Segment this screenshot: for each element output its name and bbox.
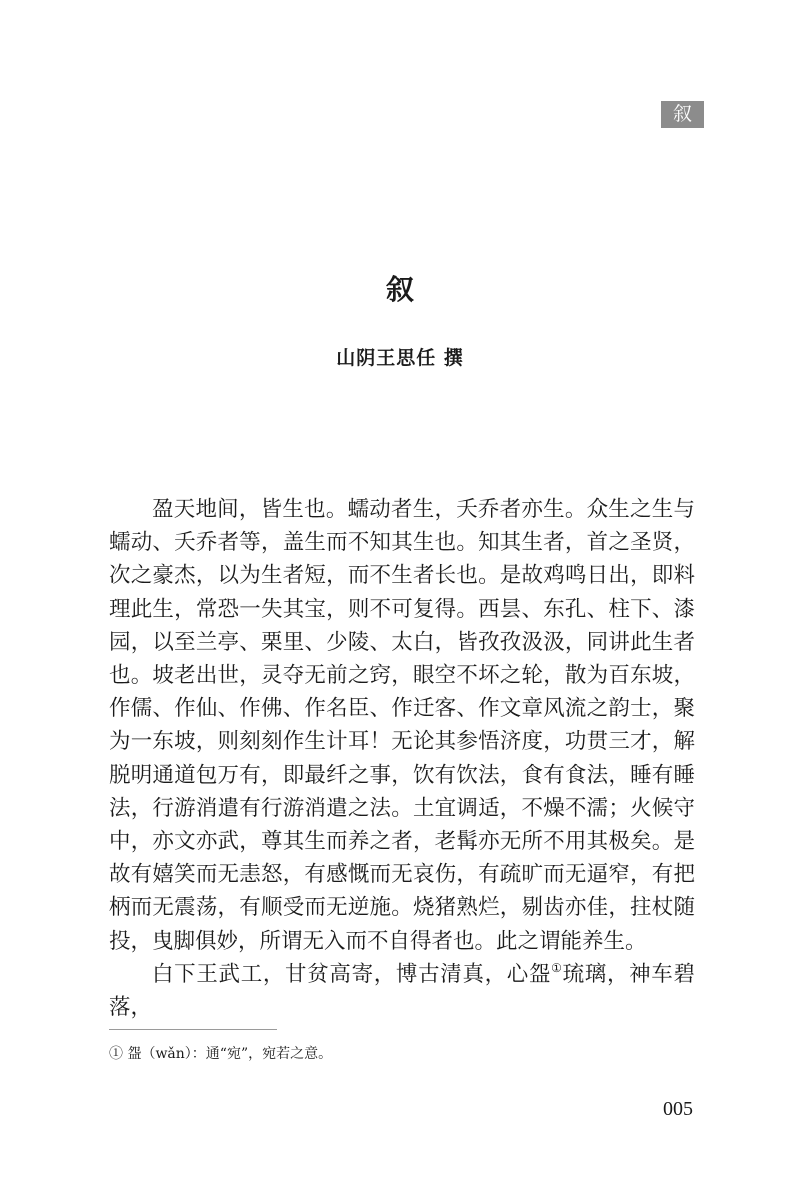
paragraph xyxy=(109,958,695,1024)
footnote-divider xyxy=(109,1029,277,1030)
page-number: 005 xyxy=(663,1098,693,1120)
footnote-marker: ① xyxy=(551,960,563,975)
chapter-title: 叙 xyxy=(385,273,414,306)
section-tab: 叙 xyxy=(661,101,704,128)
paragraph-text: 琉璃，神车碧落， xyxy=(109,961,695,1021)
author-line: 山阴王思任 撰 xyxy=(336,347,464,369)
footnote: ① 盌（wǎn）：通“宛”，宛若之意。 xyxy=(109,1046,333,1062)
paragraph: 盈天地间，皆生也。蠕动者生，夭乔者亦生。众生之生与蠕动、夭乔者等，盖生而不知其生也。知其生者，首之圣贤，次之豪杰，以为生者短，而不生者长也。是故鸡鸣日出，即料理此生，常恐一失其宝，则不可复得。西昙、东孔、柱下、漆园，以至兰亭、栗里、少陵、太白，皆孜孜汲汲，同讲此生者也。坡老出世，灵夺无前之窍，眼空不坏之轮，散为百东坡，作儒、作仙、作佛、作名臣、作迁客、作文章风流之韵士，聚为一东坡，则刻刻作生计耳！无论其参悟济度，功贯三才，解脱明通道包万有，即最纤之事，饮有饮法，食有食法，睡有睡法，行游消遣有行游消遣之法。土宜调适，不燥不濡；火候守中，亦文亦武，尊其生而养之者，老髯亦无所不用其极矣。是故有嬉笑而无恚怒，有感慨而无哀伤，有疏旷而无逼窄，有把柄而无震荡，有顺受而无逆施。烧猪熟烂，剔齿亦佳，拄杖随投，曳脚俱妙，所谓无入而不自得者也。此之谓能养生。 xyxy=(109,497,695,954)
paragraph-text: 白下王武工，甘贫高寄，博古清真，心盌 xyxy=(152,961,552,987)
body-text xyxy=(109,493,695,1024)
